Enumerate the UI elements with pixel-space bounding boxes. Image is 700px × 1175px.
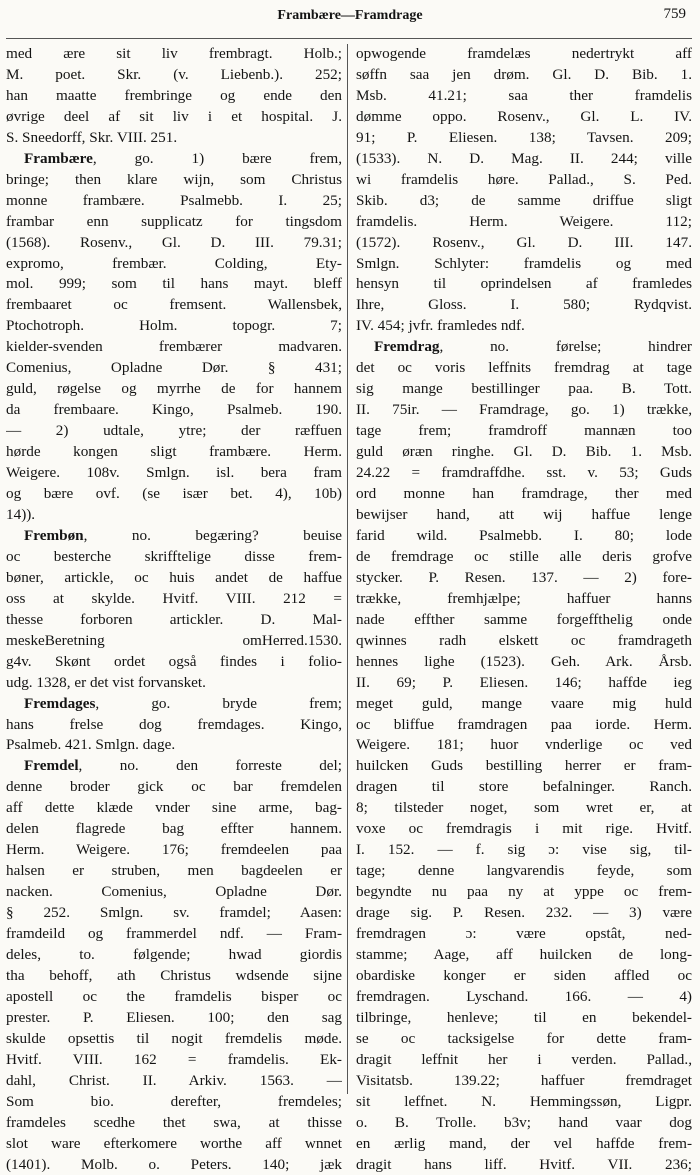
text-line: I. 152. — f. sig ɔ: vise sig, til-: [356, 841, 692, 859]
text-line: halsen er struben, men bagdeelen er: [6, 862, 342, 880]
text-line: se oc tacksigelse for dette fram-: [356, 1029, 692, 1047]
text-line: stamme; Aage, aff huilcken de long-: [356, 945, 692, 963]
text-line: IV. 454; jvfr. framledes ndf.: [356, 317, 525, 335]
text-line: fremdragen ɔ: være opstât, ned-: [356, 925, 692, 943]
text-line: expromo, frembær. Colding, Ety-: [6, 254, 342, 272]
text-line: g4v. Skønt ordet også findes i folio-: [6, 652, 342, 670]
text-line: bewijser hand, att wij haffue lenge: [356, 505, 692, 523]
text-line: (1533). N. D. Mag. II. 244; ville: [356, 149, 692, 167]
text-line: wi framdelis høre. Pallad., S. Ped.: [356, 170, 692, 188]
text-line: Herm. Weigere. 176; fremdeelen paa: [6, 841, 342, 859]
text-line: frembaaret oc fremsent. Wallensbek,: [6, 296, 342, 314]
entry-text: , no. førelse; hindrer: [439, 338, 692, 356]
text-line: med ære sit liv frembragt. Holb.;: [6, 45, 342, 62]
text-line: [6, 756, 342, 777]
page-number: 759: [663, 6, 686, 22]
header-rule: [6, 38, 692, 39]
text-line: Ptochotroph. Holm. topogr. 7;: [6, 317, 342, 335]
text-line: begyndte nu paa ny at yppe oc frem-: [356, 883, 692, 901]
text-line: sit leffnet. N. Hemmingssøn, Ligpr.: [356, 1092, 692, 1110]
text-line: hørde kongen sligt frambære. Herm.: [6, 443, 342, 461]
text-line: ord monne han framdrage, ther med: [356, 485, 692, 503]
text-line: (1401). Molb. o. Peters. 140; jæk: [6, 1155, 342, 1173]
text-line: monne frambære. Psalmebb. I. 25;: [6, 191, 342, 209]
text-line: søffn saa jen drøm. Gl. D. Bib. 1.: [356, 65, 692, 83]
text-line: skulde opsettis til nogit fremdelis møde.: [6, 1029, 342, 1047]
entry-text: , no. begæring? beuise: [83, 526, 342, 544]
text-line: meget guld, mange vaare mig huld: [356, 694, 692, 712]
text-line: [6, 694, 342, 715]
text-line: — 2) udtale, ytre; der ræffuen: [6, 422, 342, 440]
text-line: delen flagrede bag effter hannem.: [6, 820, 342, 838]
text-line: tage; denne langvarendis feyde, som: [356, 862, 692, 880]
text-line: Psalmeb. 421. Smlgn. dage.: [6, 736, 176, 754]
text-line: oss at skylde. Hvitf. VIII. 212 =: [6, 589, 342, 607]
text-line: framdelis. Herm. Weigere. 112;: [356, 212, 692, 230]
text-line: Weigere. 181; huor vnderlige oc ved: [356, 736, 692, 754]
text-line: Hvitf. VIII. 162 = framdelis. Ek-: [6, 1050, 342, 1068]
text-line: han maatte frembringe og ende den: [6, 86, 342, 104]
text-line: dragen til store befalninger. Ranch.: [356, 778, 692, 796]
text-line: Comenius, Opladne Dør. § 431;: [6, 359, 342, 377]
text-line: kielder-svenden frembærer madvaren.: [6, 338, 342, 356]
text-line: Som bio. derefter, fremdeles;: [6, 1092, 342, 1110]
text-line: slot ware efterkomere worthe aff wnnet: [6, 1134, 342, 1152]
text-line: drage sig. P. Resen. 232. — 3) være: [356, 904, 692, 922]
text-line: farid wild. Psalmebb. I. 80; lode: [356, 526, 692, 544]
text-line: dømme oppo. Rosenv., Gl. L. IV.: [356, 107, 692, 125]
text-line: 91; P. Eliesen. 138; Tavsen. 209;: [356, 128, 692, 146]
text-line: huilcken Guds bestilling herrer er fram-: [356, 757, 692, 775]
text-line: Visitatsb. 139.22; haffuer fremdraget: [356, 1071, 692, 1089]
text-line: opwogende framdelæs nedertrykt aff: [356, 45, 692, 62]
text-line: tage frem; framdroff mannæn too: [356, 422, 692, 440]
text-line: aff dette klæde vnder sine arme, bag-: [6, 799, 342, 817]
text-line: bringe; then klare wijn, som Christus: [6, 170, 342, 188]
text-line: udg. 1328, er det vist forvansket.: [6, 673, 206, 691]
entry-text: , go. bryde frem;: [95, 694, 342, 712]
left-column: [6, 44, 342, 1175]
text-line: (1568). Rosenv., Gl. D. III. 79.31;: [6, 233, 342, 251]
text-line: thesse forboren artickler. D. Mal-: [6, 610, 342, 628]
text-line: o. B. Trolle. b3v; hand vaar dog: [356, 1113, 692, 1131]
text-line: framdeles scedhe thet swa, at thisse: [6, 1113, 342, 1131]
text-line: guld øræn ringhe. Gl. D. Bib. 1. Msb.: [356, 443, 692, 461]
headword: Fremdrag: [374, 338, 440, 356]
headword: Frembøn: [24, 526, 84, 544]
text-line: obardiske konger er siden affled oc: [356, 966, 692, 984]
text-line: qwinnes radh elskett oc framdrageth: [356, 631, 692, 649]
text-line: denne broder gick oc bar fremdelen: [6, 778, 342, 796]
text-line: S. Sneedorff, Skr. VIII. 251.: [6, 128, 178, 146]
column-divider: [347, 44, 348, 1094]
text-line: Weigere. 108v. Smlgn. isl. bera fram: [6, 464, 342, 482]
text-line: prester. P. Eliesen. 100; den sag: [6, 1008, 342, 1026]
headword: Fremdel: [24, 757, 79, 775]
text-line: Ihre, Gloss. I. 580; Rydqvist.: [356, 296, 692, 314]
page-header: [0, 4, 700, 30]
text-line: nade effther samme forgeffthelig onde: [356, 610, 692, 628]
text-line: dahl, Christ. II. Arkiv. 1563. —: [6, 1071, 342, 1089]
text-line: de fremdrage oc stille alle deris grofve: [356, 547, 692, 565]
text-line: 24.22 = framdraffdhe. sst. v. 53; Guds: [356, 464, 692, 482]
text-line: øvrige deel af sit liv i et hospital. J.: [6, 107, 342, 125]
text-line: Skib. d3; de samme driffue sligt: [356, 191, 692, 209]
text-line: hennes lighe (1523). Geh. Ark. Årsb.: [356, 652, 692, 670]
text-line: tilbringe, henleve; til en bekendel-: [356, 1008, 692, 1026]
right-column: [356, 44, 692, 1175]
text-line: II. 69; P. Eliesen. 146; haffde ieg: [356, 673, 692, 691]
text-line: og bære ovf. (se især bet. 4), 10b): [6, 485, 342, 503]
headword: Fremdages: [24, 694, 96, 712]
entry-text: , no. den forreste del;: [78, 757, 342, 775]
text-line: II. 75ir. — Framdrage, go. 1) trække,: [356, 401, 692, 419]
entry-text: , go. 1) bære frem,: [92, 149, 342, 167]
text-line: Smlgn. Schlyter: framdelis og med: [356, 254, 692, 272]
text-line: fremdragen. Lyschand. 166. — 4): [356, 987, 692, 1005]
text-line: § 252. Smlgn. sv. framdel; Aasen:: [6, 904, 342, 922]
text-line: mol. 999; som til hans mayt. bleff: [6, 275, 342, 293]
text-line: voxe oc fremdragis i mit rige. Hvitf.: [356, 820, 692, 838]
text-line: hans frelse dog fremdages. Kingo,: [6, 715, 342, 733]
text-line: det oc voris leffnits fremdrag at tage: [356, 359, 692, 377]
text-line: dragit leffnit her i verden. Pallad.,: [356, 1050, 692, 1068]
text-line: hensyn til oprindelsen af framledes: [356, 275, 692, 293]
text-line: Msb. 41.21; saa ther framdelis: [356, 86, 692, 104]
text-line: M. poet. Skr. (v. Liebenb.). 252;: [6, 65, 342, 83]
text-line: [6, 526, 342, 547]
text-line: oc besterche skrifftelige disse frem-: [6, 547, 342, 565]
text-line: trække, fremhjælpe; haffuer hanns: [356, 589, 692, 607]
text-line: guld, røgelse og myrrhe de for hannem: [6, 380, 342, 398]
text-line: da frembaare. Kingo, Psalmeb. 190.: [6, 401, 342, 419]
text-line: dragit hans liff. Hvitf. VII. 236;: [356, 1155, 692, 1173]
text-line: tha behoff, ath Christus wdsende sijne: [6, 966, 342, 984]
text-line: meskeBeretning omHerred.1530.: [6, 631, 342, 649]
text-line: deles, to. følgende; hwad giordis: [6, 945, 342, 963]
running-head: Frambære—Framdrage: [277, 8, 423, 23]
text-line: [6, 149, 342, 170]
text-line: framdeild og frammerdel ndf. — Fram-: [6, 925, 342, 943]
text-line: stycker. P. Resen. 137. — 2) fore-: [356, 568, 692, 586]
text-line: oc bliffue framdragen paa iorde. Herm.: [356, 715, 692, 733]
text-line: [356, 337, 692, 358]
text-line: 8; tilsteder noget, som wret er, at: [356, 799, 692, 817]
headword: Frambære: [24, 149, 93, 167]
text-line: 14)).: [6, 505, 36, 523]
text-line: en ærlig mand, der vel haffde frem-: [356, 1134, 692, 1152]
text-line: (1572). Rosenv., Gl. D. III. 147.: [356, 233, 692, 251]
text-line: frambar enn supplicatz for tingsdom: [6, 212, 342, 230]
text-line: nacken. Comenius, Opladne Dør.: [6, 883, 342, 901]
text-line: bøner, artickle, oc huis andet de haffue: [6, 568, 342, 586]
text-line: sig mange bestillinger paa. B. Tott.: [356, 380, 692, 398]
text-line: apostell oc the framdelis bisper oc: [6, 987, 342, 1005]
